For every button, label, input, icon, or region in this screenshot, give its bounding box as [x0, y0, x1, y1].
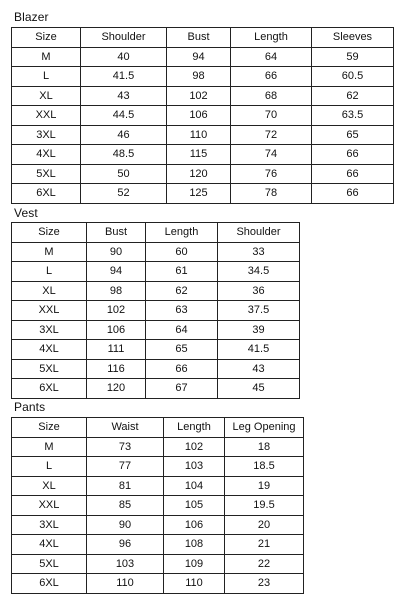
column-header: Bust — [167, 28, 231, 48]
size-cell: XL — [12, 86, 81, 106]
measurement-cell: 102 — [167, 86, 231, 106]
table-row — [12, 145, 394, 165]
measurement-cell: 39 — [218, 320, 300, 340]
table-row — [12, 496, 304, 516]
table-row — [12, 67, 394, 87]
size-cell: 4XL — [12, 340, 87, 360]
measurement-cell: 33 — [218, 242, 300, 262]
column-header: Sleeves — [312, 28, 394, 48]
measurement-cell: 63.5 — [312, 106, 394, 126]
measurement-cell: 90 — [87, 242, 146, 262]
measurement-cell: 65 — [312, 125, 394, 145]
column-header: Size — [12, 223, 87, 243]
table-row — [12, 554, 304, 574]
size-cell: 6XL — [12, 379, 87, 399]
measurement-cell: 19 — [225, 476, 304, 496]
measurement-cell: 66 — [312, 164, 394, 184]
measurement-cell: 120 — [87, 379, 146, 399]
measurement-cell: 41.5 — [81, 67, 167, 87]
measurement-cell: 108 — [164, 535, 225, 555]
column-header: Length — [164, 418, 225, 438]
measurement-cell: 63 — [146, 301, 218, 321]
table-header-row — [12, 223, 300, 243]
column-header: Length — [231, 28, 312, 48]
size-cell: 5XL — [12, 554, 87, 574]
table-row — [12, 184, 394, 204]
size-cell: XXL — [12, 106, 81, 126]
measurement-cell: 106 — [164, 515, 225, 535]
measurement-cell: 61 — [146, 262, 218, 282]
column-header: Length — [146, 223, 218, 243]
table-row — [12, 359, 300, 379]
size-cell: 5XL — [12, 359, 87, 379]
size-cell: XXL — [12, 301, 87, 321]
size-cell: XL — [12, 476, 87, 496]
measurement-cell: 20 — [225, 515, 304, 535]
table-row — [12, 515, 304, 535]
column-header: Size — [12, 28, 81, 48]
size-cell: L — [12, 457, 87, 477]
column-header: Bust — [87, 223, 146, 243]
measurement-cell: 110 — [167, 125, 231, 145]
measurement-cell: 98 — [167, 67, 231, 87]
size-cell: 6XL — [12, 574, 87, 594]
size-cell: L — [12, 67, 81, 87]
measurement-cell: 37.5 — [218, 301, 300, 321]
measurement-cell: 102 — [164, 437, 225, 457]
measurement-cell: 48.5 — [81, 145, 167, 165]
size-cell: XXL — [12, 496, 87, 516]
measurement-cell: 65 — [146, 340, 218, 360]
table-row — [12, 125, 394, 145]
measurement-cell: 18.5 — [225, 457, 304, 477]
table-row — [12, 340, 300, 360]
measurement-cell: 94 — [167, 47, 231, 67]
measurement-cell: 68 — [231, 86, 312, 106]
measurement-cell: 41.5 — [218, 340, 300, 360]
measurement-cell: 94 — [87, 262, 146, 282]
table-row — [12, 535, 304, 555]
measurement-cell: 72 — [231, 125, 312, 145]
table-row — [12, 47, 394, 67]
column-header: Size — [12, 418, 87, 438]
measurement-cell: 50 — [81, 164, 167, 184]
measurement-cell: 43 — [218, 359, 300, 379]
measurement-cell: 109 — [164, 554, 225, 574]
pants-size-table — [11, 417, 304, 594]
size-cell: 4XL — [12, 145, 81, 165]
measurement-cell: 85 — [87, 496, 164, 516]
measurement-cell: 70 — [231, 106, 312, 126]
measurement-cell: 18 — [225, 437, 304, 457]
measurement-cell: 66 — [146, 359, 218, 379]
size-cell: M — [12, 47, 81, 67]
measurement-cell: 76 — [231, 164, 312, 184]
measurement-cell: 43 — [81, 86, 167, 106]
measurement-cell: 40 — [81, 47, 167, 67]
measurement-cell: 59 — [312, 47, 394, 67]
measurement-cell: 46 — [81, 125, 167, 145]
table-row — [12, 320, 300, 340]
measurement-cell: 62 — [146, 281, 218, 301]
table-row — [12, 476, 304, 496]
vest-size-table — [11, 222, 300, 399]
size-cell: 3XL — [12, 320, 87, 340]
measurement-cell: 52 — [81, 184, 167, 204]
measurement-cell: 90 — [87, 515, 164, 535]
column-header: Waist — [87, 418, 164, 438]
table-row — [12, 281, 300, 301]
measurement-cell: 110 — [164, 574, 225, 594]
measurement-cell: 66 — [231, 67, 312, 87]
size-cell: 6XL — [12, 184, 81, 204]
measurement-cell: 45 — [218, 379, 300, 399]
size-cell: 3XL — [12, 515, 87, 535]
table-row — [12, 437, 304, 457]
measurement-cell: 73 — [87, 437, 164, 457]
table-row — [12, 106, 394, 126]
measurement-cell: 67 — [146, 379, 218, 399]
measurement-cell: 21 — [225, 535, 304, 555]
measurement-cell: 62 — [312, 86, 394, 106]
measurement-cell: 120 — [167, 164, 231, 184]
size-cell: M — [12, 242, 87, 262]
size-cell: 3XL — [12, 125, 81, 145]
measurement-cell: 105 — [164, 496, 225, 516]
measurement-cell: 23 — [225, 574, 304, 594]
column-header: Shoulder — [81, 28, 167, 48]
measurement-cell: 19.5 — [225, 496, 304, 516]
size-cell: L — [12, 262, 87, 282]
measurement-cell: 66 — [312, 145, 394, 165]
measurement-cell: 106 — [167, 106, 231, 126]
measurement-cell: 77 — [87, 457, 164, 477]
table-header-row — [12, 28, 394, 48]
table-row — [12, 164, 394, 184]
measurement-cell: 74 — [231, 145, 312, 165]
measurement-cell: 111 — [87, 340, 146, 360]
table-row — [12, 242, 300, 262]
blazer-size-table — [11, 27, 394, 204]
measurement-cell: 64 — [146, 320, 218, 340]
measurement-cell: 81 — [87, 476, 164, 496]
size-cell: 4XL — [12, 535, 87, 555]
measurement-cell: 102 — [87, 301, 146, 321]
measurement-cell: 96 — [87, 535, 164, 555]
pants-section-title: Pants — [14, 400, 46, 414]
measurement-cell: 110 — [87, 574, 164, 594]
column-header: Leg Opening — [225, 418, 304, 438]
table-row — [12, 379, 300, 399]
measurement-cell: 106 — [87, 320, 146, 340]
table-row — [12, 262, 300, 282]
measurement-cell: 125 — [167, 184, 231, 204]
size-cell: 5XL — [12, 164, 81, 184]
table-row — [12, 301, 300, 321]
column-header: Shoulder — [218, 223, 300, 243]
size-cell: XL — [12, 281, 87, 301]
measurement-cell: 60 — [146, 242, 218, 262]
measurement-cell: 66 — [312, 184, 394, 204]
measurement-cell: 98 — [87, 281, 146, 301]
measurement-cell: 22 — [225, 554, 304, 574]
measurement-cell: 115 — [167, 145, 231, 165]
table-header-row — [12, 418, 304, 438]
measurement-cell: 60.5 — [312, 67, 394, 87]
size-cell: M — [12, 437, 87, 457]
table-row — [12, 86, 394, 106]
measurement-cell: 116 — [87, 359, 146, 379]
measurement-cell: 44.5 — [81, 106, 167, 126]
table-row — [12, 574, 304, 594]
measurement-cell: 103 — [87, 554, 164, 574]
measurement-cell: 78 — [231, 184, 312, 204]
measurement-cell: 103 — [164, 457, 225, 477]
vest-section-title: Vest — [14, 206, 38, 220]
measurement-cell: 34.5 — [218, 262, 300, 282]
table-row — [12, 457, 304, 477]
measurement-cell: 36 — [218, 281, 300, 301]
measurement-cell: 104 — [164, 476, 225, 496]
measurement-cell: 64 — [231, 47, 312, 67]
blazer-section-title: Blazer — [14, 10, 49, 24]
